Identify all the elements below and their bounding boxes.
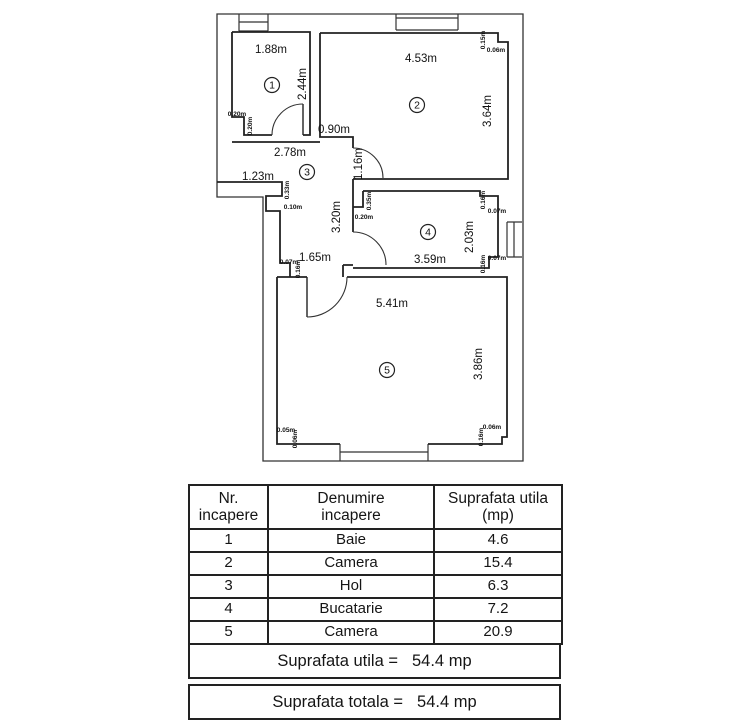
cell-name: Baie [268,529,434,552]
dim-door2-height: 1.16m [353,148,365,180]
dim-room5-bottomleft-1: 0.05m [276,427,296,434]
dim-room2-width: 4.53m [405,53,437,65]
cell-area: 6.3 [434,575,562,598]
room-2-number [410,98,425,113]
dim-room1-height: 2.44m [297,68,309,100]
door-arc-room-5 [307,277,347,317]
suprafata-totala-label: Suprafata totala = [272,692,404,711]
header-nr-incapere [189,485,268,529]
dim-room4-height: 2.03m [464,221,476,253]
dim-room1-notch-1: 0.20m [227,111,247,118]
window-top-left [239,14,268,31]
cell-area: 15.4 [434,552,562,575]
table-row [189,529,562,552]
dim-hol-notch-4: 0.16m [295,259,302,279]
dim-room4-notch-1: 0.35m [366,191,373,211]
room-2-number-label: 2 [414,99,420,112]
cell-nr: 1 [189,529,268,552]
room-1-number-label: 1 [269,79,275,92]
dim-room5-bottomleft-2: 0.06m [292,429,299,449]
dim-hol-passage: 1.65m [299,252,331,264]
header-nr-line2: incapere [198,507,259,524]
table-row [189,575,562,598]
dim-room4-notch-2: 0.20m [354,214,374,221]
header-suprafata [434,485,562,529]
door-arc-room-1 [272,104,303,135]
cell-nr: 3 [189,575,268,598]
dim-room5-height: 3.86m [473,348,485,380]
dim-room2-notch-2: 0.06m [486,47,506,54]
room-4-number [421,225,436,240]
dim-hol-top: 2.78m [274,147,306,159]
cell-name: Bucatarie [268,598,434,621]
room-1-number [265,78,280,93]
header-denumire-line2: incapere [321,507,381,524]
cell-name: Camera [268,552,434,575]
cell-area: 7.2 [434,598,562,621]
room-3-number-label: 3 [304,166,310,179]
window-top-right [396,14,458,30]
dim-hol-notch-2: 0.10m [283,204,303,211]
door-arc-room-4 [353,232,386,265]
header-nr-line1: Nr. [218,489,239,507]
window-bottom [340,444,428,461]
window-right [507,222,522,257]
dim-room4-bottomright-2: 0.16m [480,254,487,274]
cell-name: Hol [268,575,434,598]
cell-name: Camera [268,621,434,644]
suprafata-utila-row [188,643,561,679]
dim-room1-notch-2: 0.20m [247,116,254,136]
room-5-number [380,363,395,378]
dim-hol-notch-3: 0.07m [279,259,299,266]
areas-table-section [188,484,561,720]
header-suprafata-line1: Suprafata utila [448,489,548,507]
table-header-row [189,485,562,529]
dim-room2-height: 3.64m [482,95,494,127]
dim-room5-bottomright-1: 0.06m [482,424,502,431]
cell-nr: 5 [189,621,268,644]
suprafata-utila-value: 54.4 mp [412,651,472,670]
cell-area: 20.9 [434,621,562,644]
dim-room2-notch-1: 0.15m [480,30,487,50]
dim-room4-width: 3.59m [414,254,446,266]
dim-hol-notch-1: 0.33m [284,180,291,200]
cell-nr: 2 [189,552,268,575]
dim-door2-width: 0.90m [318,124,350,136]
dim-room4-topright-1: 0.16m [480,190,487,210]
dim-hol-height: 3.20m [331,201,343,233]
areas-table [188,484,563,645]
room-5-number-label: 5 [384,364,390,377]
dim-room4-bottomright-1: 0.07m [487,255,507,262]
room-4-number-label: 4 [425,226,431,239]
table-row [189,598,562,621]
cell-area: 4.6 [434,529,562,552]
header-denumire [268,485,434,529]
dim-room5-width: 5.41m [376,298,408,310]
header-denumire-line1: Denumire [317,489,385,507]
table-row [189,552,562,575]
header-suprafata-line2: (mp) [482,507,514,524]
outer-boundary [217,14,523,461]
dim-hol-left: 1.23m [242,171,274,183]
table-row [189,621,562,644]
dim-room4-topright-2: 0.07m [487,208,507,215]
suprafata-totala-row [188,684,561,720]
room-3-number [300,165,315,180]
dim-room5-bottomright-2: 0.16m [478,427,485,447]
suprafata-utila-label: Suprafata utila = [277,651,398,670]
dim-room1-width: 1.88m [255,44,287,56]
cell-nr: 4 [189,598,268,621]
suprafata-totala-value: 54.4 mp [417,692,477,711]
